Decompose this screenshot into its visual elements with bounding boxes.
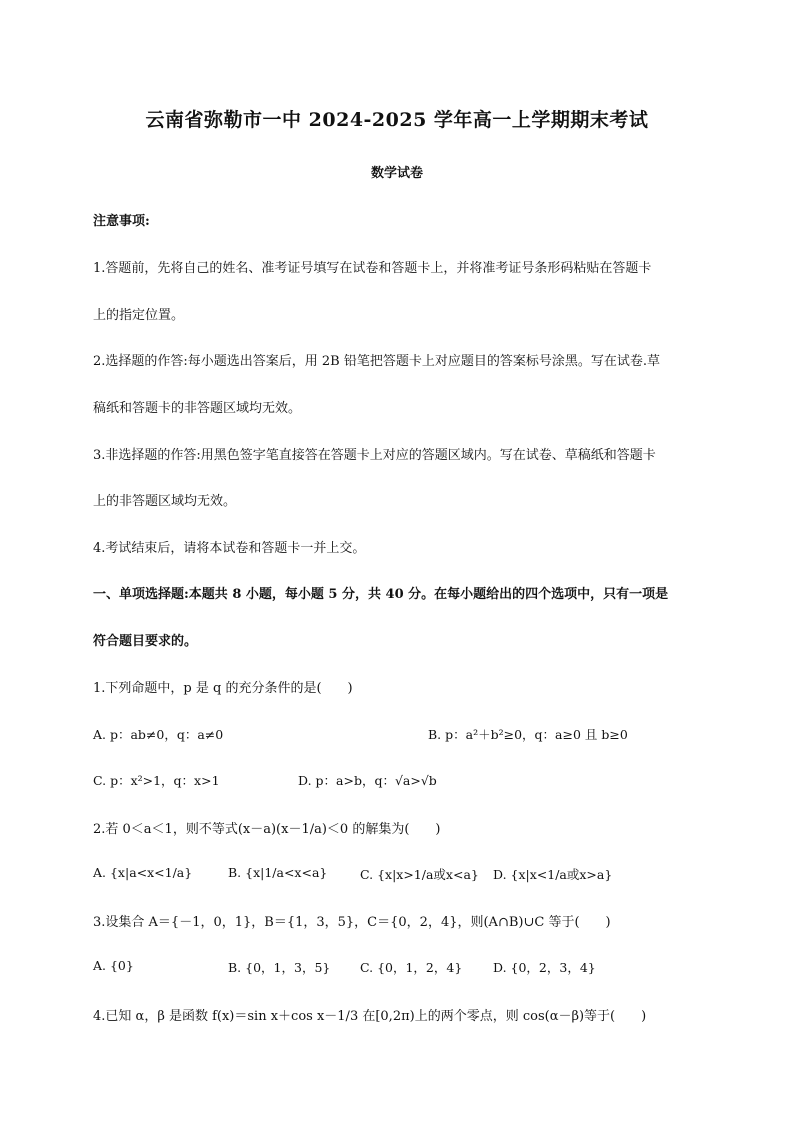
question-2-option-b: B. {x|1/a<x<a} [228, 865, 328, 880]
notes-line-5: 3.非选择题的作答:用黑色签字笔直接答在答题卡上对应的答题区域内。写在试卷、草稿纸和答题卡 [93, 448, 656, 463]
page-title: 云南省弥勒市一中 2024-2025 学年高一上学期期末考试 [145, 109, 649, 131]
question-1-option-c: C. p：x²>1，q：x>1 [93, 773, 220, 788]
notes-line-1: 1.答题前，先将自己的姓名、准考证号填写在试卷和答题卡上，并将准考证号条形码粘贴在答题卡 [93, 261, 652, 276]
notes-line-2: 上的指定位置。 [93, 308, 185, 323]
question-3-option-b: B. {0，1，3，5} [228, 960, 331, 975]
question-2-option-c: C. {x|x>1/a或x<a} [360, 867, 479, 882]
question-4-stem: 4.已知 α，β 是函数 f(x)＝sin x＋cos x－1/3 在[0,2π)上的两个零点，则 cos(α－β)等于( ) [93, 1009, 647, 1024]
notes-line-4: 稿纸和答题卡的非答题区域均无效。 [93, 401, 302, 416]
notes-line-3: 2.选择题的作答:每小题选出答案后，用 2B 铅笔把答题卡上对应题目的答案标号涂黑。写在试卷.草 [93, 354, 661, 369]
question-3-option-c: C. {0，1，2，4} [360, 960, 463, 975]
section-heading-line-1: 一、单项选择题:本题共 8 小题，每小题 5 分，共 40 分。在每小题给出的四个选项中，只有一项是 [93, 587, 669, 602]
question-1-option-a: A. p：ab≠0，q：a≠0 [93, 727, 224, 742]
section-heading-line-2: 符合题目要求的。 [93, 634, 198, 649]
page-subtitle: 数学试卷 [370, 166, 423, 181]
question-2-option-a: A. {x|a<x<1/a} [93, 865, 193, 880]
notes-heading: 注意事项: [93, 214, 150, 229]
question-1-option-d: D. p：a>b，q：√a>√b [298, 773, 437, 788]
notes-line-6: 上的非答题区域均无效。 [93, 494, 237, 509]
notes-line-7: 4.考试结束后，请将本试卷和答题卡一并上交。 [93, 541, 366, 556]
question-2-stem: 2.若 0＜a＜1，则不等式(x－a)(x－1/a)＜0 的解集为( ) [93, 822, 441, 837]
question-1-option-b: B. p：a²＋b²≥0，q：a≥0 且 b≥0 [428, 727, 628, 742]
question-3-option-a: A. {0} [93, 958, 134, 973]
question-3-stem: 3.设集合 A＝{－1，0，1}，B＝{1，3，5}，C＝{0，2，4}，则(A∩B)∪C 等于( ) [93, 915, 611, 930]
question-2-option-d: D. {x|x<1/a或x>a} [493, 867, 613, 882]
question-1-stem: 1.下列命题中，p 是 q 的充分条件的是( ) [93, 681, 353, 696]
question-3-option-d: D. {0，2，3，4} [493, 960, 596, 975]
